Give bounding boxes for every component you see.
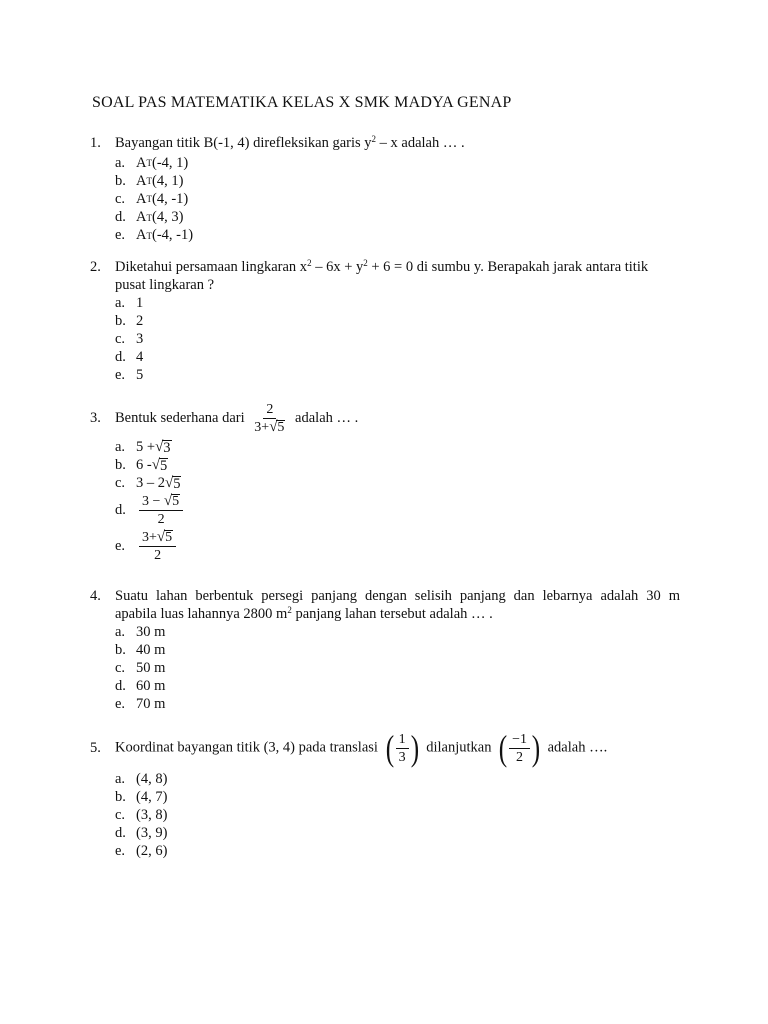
options-list — [115, 770, 680, 861]
option-b: b. 2 — [115, 312, 144, 329]
fraction: 3+ √ 5 2 — [139, 530, 176, 563]
question-3 — [90, 398, 680, 565]
question-text: Koordinat bayangan titik (3, 4) pada translasi ( $\frac{1}{3}$ ) dilanjutkan ( $\frac{-1}{2}$ ) adalah …. — [115, 728, 608, 768]
option-c: c. 3 – 2 √ 5 — [115, 474, 181, 492]
option-c: c. (3, 8) — [115, 806, 168, 823]
question-2 — [90, 258, 680, 385]
question-5 — [90, 728, 680, 861]
option-b: b. 40 m — [115, 641, 166, 658]
option-b: b. (4, 7) — [115, 788, 168, 805]
option-b: b. A T (4, 1) — [115, 172, 184, 189]
question-text-continued: pusat lingkaran ? — [115, 277, 215, 293]
options-list — [115, 294, 680, 385]
translation-vector-2: ( $\frac{-1}{2}$ ) — [498, 728, 541, 768]
option-e: e. 70 m — [115, 696, 166, 713]
option-a: a. 30 m — [115, 623, 166, 640]
option-d: d. A T (4, 3) — [115, 209, 184, 226]
question-number: 4. — [90, 588, 101, 604]
option-b: b. 6 - √ 5 — [115, 456, 168, 474]
option-a: a. (4, 8) — [115, 770, 168, 787]
question-text: Bentuk sederhana dari 2 3+ √ 5 adalah … . — [115, 401, 359, 435]
option-d: d. 60 m — [115, 678, 166, 695]
question-4 — [90, 587, 680, 714]
option-d: d. 3 − √ 5 2 — [115, 493, 680, 529]
options-list — [115, 438, 680, 565]
option-e: e. 3+ √ 5 2 — [115, 529, 680, 565]
option-c: c. A T (4, -1) — [115, 190, 189, 207]
options-list — [115, 154, 680, 245]
option-e: e. (2, 6) — [115, 843, 168, 860]
question-text: Suatu lahan berbentuk persegi panjang dengan selisih panjang dan lebarnya adalah 30 m — [115, 588, 680, 604]
question-text: Bayangan titik B(-1, 4) direfleksikan garis $y^2$ – x adalah … . — [115, 134, 465, 151]
page-title: SOAL PAS MATEMATIKA KELAS X SMK MADYA GENAP — [92, 94, 512, 111]
translation-vector-1: ( $\frac{1}{3}$ ) — [385, 728, 419, 768]
fraction: 3 − √ 5 2 — [139, 494, 183, 527]
question-number: 3. — [90, 410, 101, 426]
options-list — [115, 623, 680, 714]
question-text-continued: apabila luas lahannya 2800 $m^2$ panjang lahan tersebut adalah … . — [115, 605, 493, 622]
option-e: e. A T (-4, -1) — [115, 227, 194, 244]
question-number: 1. — [90, 135, 101, 151]
option-d: d. 4 — [115, 349, 144, 366]
question-number: 5. — [90, 740, 101, 756]
question-text: Diketahui persamaan lingkaran $x^2 - 6x + y^2 + 6 = 0$ di sumbu y. Berapakah jarak antara titik — [115, 258, 649, 275]
option-a: a. 1 — [115, 294, 144, 311]
option-d: d. (3, 9) — [115, 825, 168, 842]
question-1 — [90, 134, 680, 245]
option-c: c. 50 m — [115, 659, 166, 676]
option-a: a. A T (-4, 1) — [115, 154, 189, 171]
option-a: a. 5 + √ 3 — [115, 438, 171, 456]
option-c: c. 3 — [115, 330, 144, 347]
option-e: e. 5 — [115, 367, 144, 384]
question-number: 2. — [90, 259, 101, 275]
fraction: 2 3+ √ 5 — [254, 401, 285, 435]
